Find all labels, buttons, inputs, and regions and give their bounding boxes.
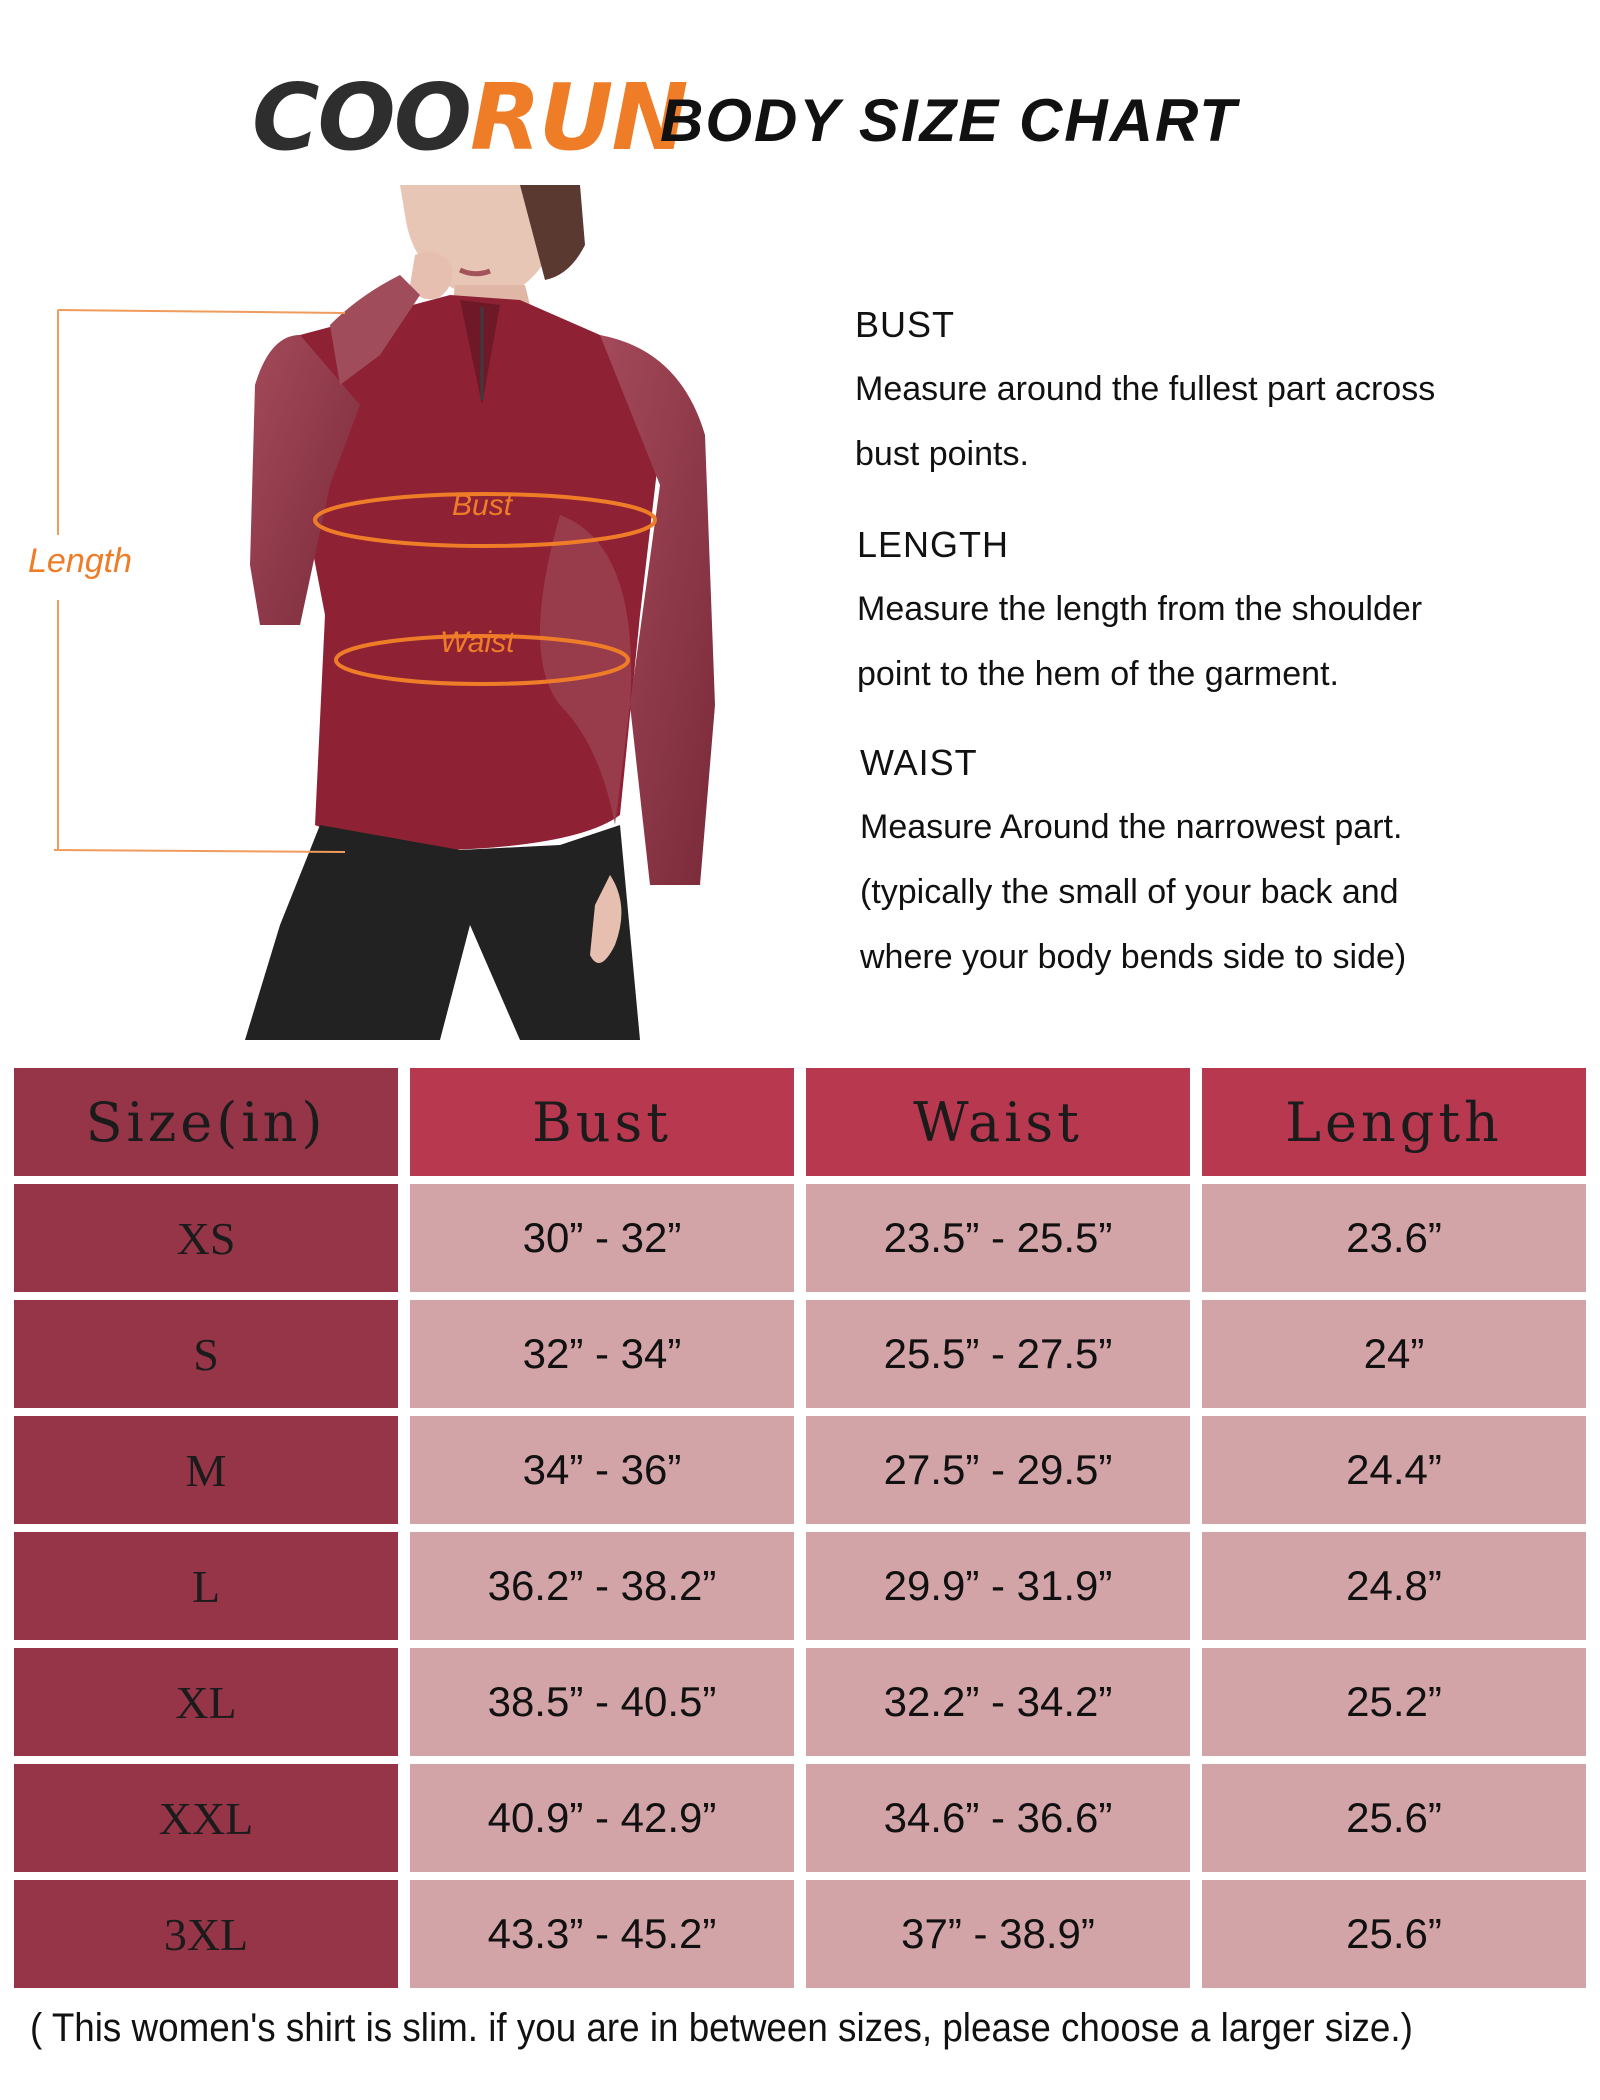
table-cell-bust: 32” - 34” (410, 1300, 794, 1408)
table-cell-waist: 34.6” - 36.6” (806, 1764, 1190, 1872)
table-header-waist: Waist (806, 1068, 1190, 1176)
table-cell-length: 24.4” (1202, 1416, 1586, 1524)
table-cell-bust: 34” - 36” (410, 1416, 794, 1524)
table-cell-length: 25.2” (1202, 1648, 1586, 1756)
table-cell-size: XL (14, 1648, 398, 1756)
bust-heading: BUST (855, 304, 956, 345)
length-text-line1: Measure the length from the shoulder (857, 590, 1423, 628)
table-cell-waist: 32.2” - 34.2” (806, 1648, 1190, 1756)
bust-description (855, 292, 1435, 487)
table-cell-bust: 43.3” - 45.2” (410, 1880, 794, 1988)
header (0, 62, 1600, 172)
table-cell-waist: 23.5” - 25.5” (806, 1184, 1190, 1292)
table-header-length: Length (1202, 1068, 1586, 1176)
page-title: BODY SIZE CHART (660, 87, 1238, 154)
bust-text-line2: bust points. (855, 435, 1029, 473)
length-description (857, 512, 1422, 707)
bust-label: Bust (452, 489, 513, 522)
waist-text-line1: Measure Around the narrowest part. (860, 808, 1403, 846)
waist-description (860, 730, 1406, 990)
waist-text-line3: where your body bends side to side) (860, 938, 1407, 976)
table-cell-waist: 29.9” - 31.9” (806, 1532, 1190, 1640)
table-cell-size: L (14, 1532, 398, 1640)
length-text-line2: point to the hem of the garment. (857, 655, 1339, 693)
waist-heading: WAIST (860, 742, 978, 783)
brand-logo (252, 64, 687, 171)
table-cell-size: 3XL (14, 1880, 398, 1988)
waist-label: Waist (440, 626, 515, 659)
table-header-bust: Bust (410, 1068, 794, 1176)
table-cell-size: XS (14, 1184, 398, 1292)
table-cell-length: 25.6” (1202, 1764, 1586, 1872)
table-cell-length: 23.6” (1202, 1184, 1586, 1292)
table-cell-bust: 36.2” - 38.2” (410, 1532, 794, 1640)
table-cell-size: XXL (14, 1764, 398, 1872)
logo-part1: COO (252, 64, 470, 171)
logo-part2: RUN (469, 64, 687, 171)
table-cell-length: 25.6” (1202, 1880, 1586, 1988)
table-cell-bust: 38.5” - 40.5” (410, 1648, 794, 1756)
table-cell-waist: 27.5” - 29.5” (806, 1416, 1190, 1524)
table-cell-length: 24.8” (1202, 1532, 1586, 1640)
model-illustration (0, 185, 780, 1040)
length-heading: LENGTH (857, 524, 1010, 565)
table-cell-bust: 40.9” - 42.9” (410, 1764, 794, 1872)
table-cell-size: S (14, 1300, 398, 1408)
bust-text-line1: Measure around the fullest part across (855, 370, 1436, 408)
waist-text-line2: (typically the small of your back and (860, 873, 1399, 911)
size-table (14, 1068, 1586, 1988)
length-label: Length (28, 542, 132, 580)
footnote: ( This women's shirt is slim. if you are in between sizes, please choose a larger size.) (30, 2006, 1413, 2050)
table-header-size: Size(in) (14, 1068, 398, 1176)
table-cell-waist: 25.5” - 27.5” (806, 1300, 1190, 1408)
table-cell-size: M (14, 1416, 398, 1524)
table-cell-bust: 30” - 32” (410, 1184, 794, 1292)
table-cell-length: 24” (1202, 1300, 1586, 1408)
table-cell-waist: 37” - 38.9” (806, 1880, 1190, 1988)
